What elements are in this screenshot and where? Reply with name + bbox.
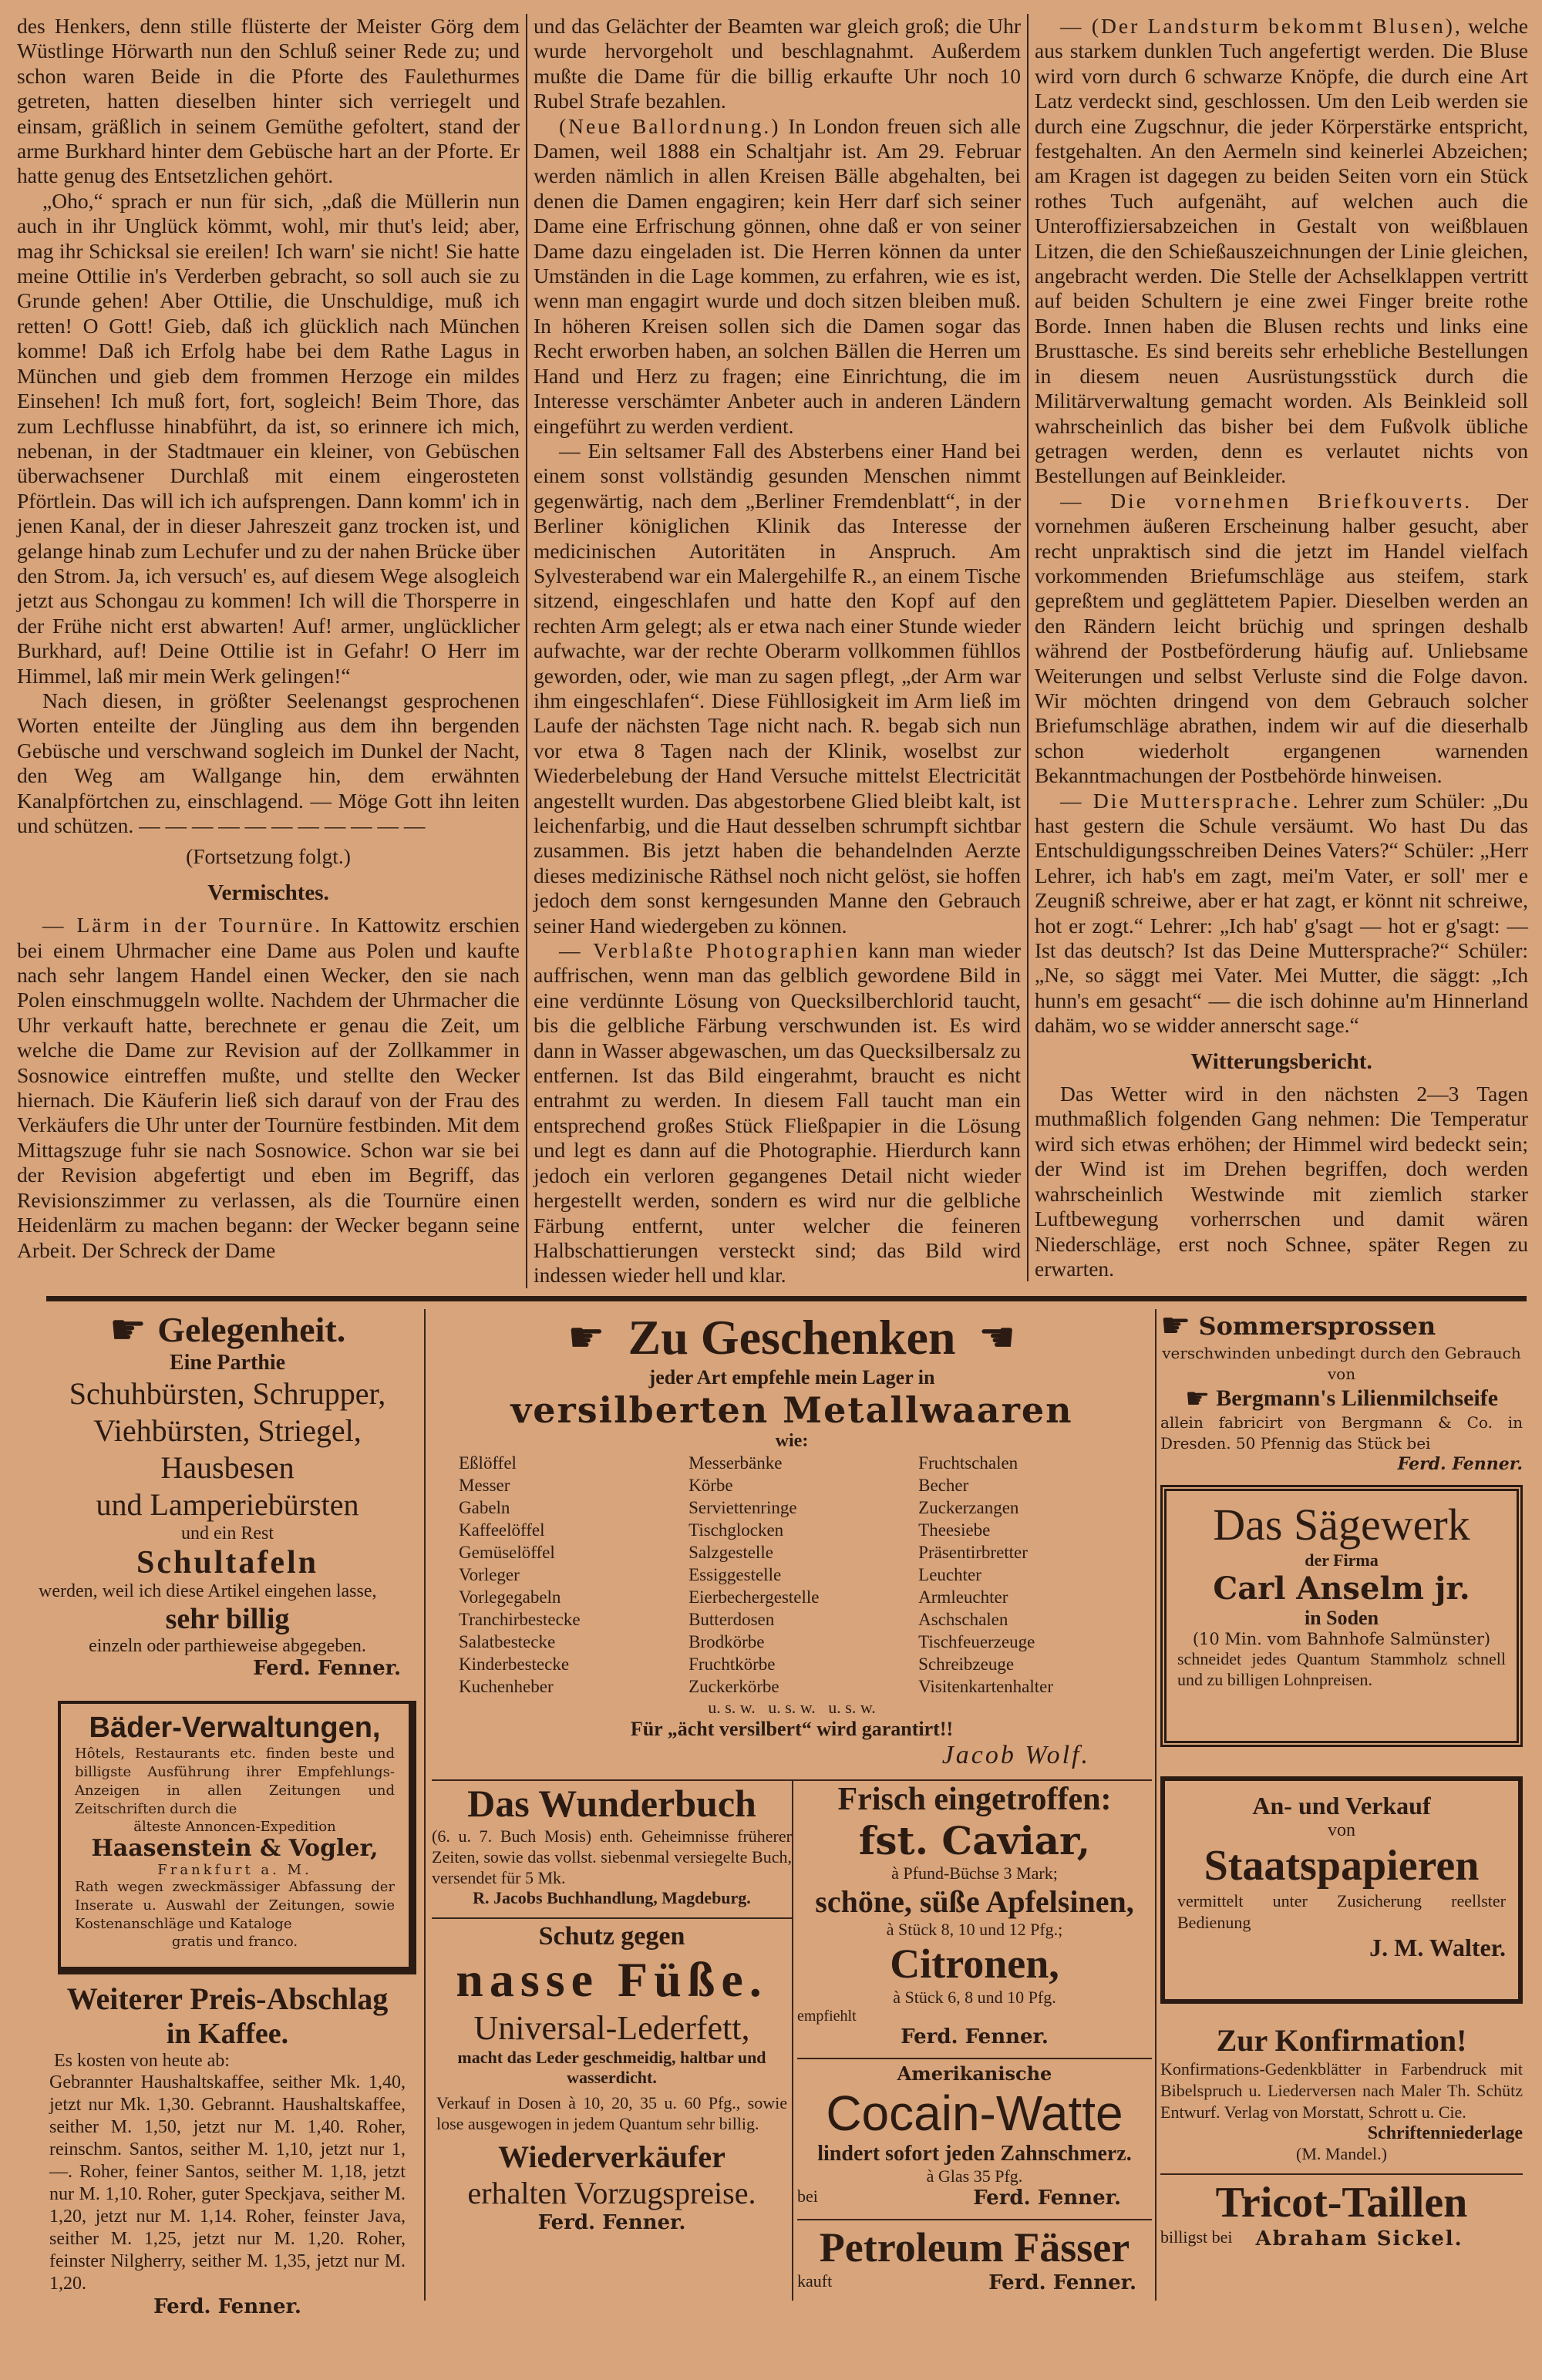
ad-line: Citronen, [890,1940,1059,1987]
product-item: Tischfeuerzeuge [918,1631,1035,1651]
ad-column-right [1156,1306,1523,2257]
ad-staatspapiere [1160,1776,1523,2004]
ad-line: billigst bei [1160,2227,1233,2247]
news-item [534,938,1021,1288]
ad-column-middle [424,1309,1156,2301]
ad-signature: Ferd. Fenner. [988,2271,1136,2294]
pointing-hand-icon: ☛ [109,1306,147,1353]
product-item: Essiggestelle [689,1564,782,1584]
ad-signature: Ferd. Fenner. [153,2294,301,2318]
ad-line: Verkauf in Dosen à 10, 20, 35 u. 60 Pfg., sowie lose ausgewogen in jedem Quantum sehr billig. [436,2092,787,2133]
ad-line: Hausbesen [160,1449,295,1485]
ad-prices: Gebrannter Haushaltskaffee, seither Mk. 1,40, jetzt nur Mk. 1,30. Gebrannt. Haushaltskaffee, seither M. 1,50, jetzt nur M. 1,40. Roher, reinschm. Santos, seither M. 1,10, jetzt nur 1,—. Roher, feiner Santos, seither M. 1,18, jetzt nur M. 1,10. Roher, guter Speckjava, seither M. 1,20, jetzt nur M. 1,14. Roher, feinster Java, seither M. 1,25, jetzt nur M. 1,20. Roher, feinster Nilgherry, seither M. 1,35, jetzt nur M. 1,20. [49,2072,406,2294]
ad-rule [797,2219,1152,2220]
product-item: Brodkörbe [689,1631,765,1651]
news-item-body: und das Gelächter der Beamten war gleich groß; die Uhr wurde hervorgeholt und beschlagnahmt. Außerdem mußte die Dame für die billig erkaufte Uhr noch 10 Rubel Strafe bezahlen. [534,14,1021,113]
ad-title: Petroleum Fässer [819,2223,1130,2271]
ad-line: u. s. w. u. s. w. u. s. w. [708,1697,876,1717]
ad-line: wie: [775,1430,809,1451]
ad-title: Tricot-Taillen [1215,2178,1468,2227]
ad-line: bei [796,2186,818,2206]
ad-title: nasse Füße. [456,1951,768,2007]
product-item: Kuchenheber [459,1676,554,1696]
ad-rule [432,1917,792,1919]
ad-line: Schutz gegen [538,1921,685,1951]
ad-line: sehr billig [165,1602,290,1635]
news-item-body: welche aus starkem dunklen Tuch angefertigt werden. Die Bluse wird vorn durch 6 schwarze Knöpfe, die durch eine Art Latz verdeckt sind, geschlossen. Um den Leib werden sie durch eine Zugschnur, die jeder Körperstärke entspricht, festgehalten. An den Aermeln sind keinerlei Abzeichen; am Kragen ist dagegen zu beiden Seiten vorn ein Stück rothes Tuch aufgenäht, auf welchen auch die Unteroffiziersabzeichen in Gestalt von weißblauen Litzen, die den Schießauszeichnungen der Linie gleichen, angebracht werden. Die Stelle der Achselklappen vertritt auf beiden Schultern je eine zwei Finger breite rothe Borde. Innen haben die Blusen rechts und links eine Brusttasche. Es sind bereits sehr erhebliche Bestellungen in diesem neuen Ausrüstungsstück durch die Militärverwaltung gemacht worden. Als Beinkleid soll wahrscheinlich das bisher bei dem Fußvolk übliche getragen werden, denn es verlautet nichts von Bestellungen auf Beinkleider. [1035,14,1528,488]
product-item: Messer [459,1475,510,1495]
ad-rule [797,2058,1152,2059]
ad-line: Haasenstein & Vogler, [91,1834,379,1862]
ad-line: schneidet jedes Quantum Stammholz schnell und zu billigen Lohnpreisen. [1177,1648,1506,1689]
ad-signature: Ferd. Fenner. [537,2210,686,2234]
news-item-body: kann man wieder auffrischen, wenn man das gelblich gewordene Bild in eine verdünnte Lösung von Quecksilberchlorid taucht, bis die gelbliche Färbung verschwunden ist. Es wird dann in Wasser abgewaschen, um das Quecksilbersalz zu entfernen. Ist das Bild eingerahmt, braucht es nicht entrahmt zu werden. In diesem Fall taucht man ein entsprechend großes Stück Fließpapier in die Lösung und legt es dann auf die Photographie. Hierdurch kann jedoch ein verloren gegangenes Detail nicht wieder hergestellt werden, sondern es wird nur die gelbliche Färbung entfernt, unter welcher die feineren Halbschattierungen versteckt sind; das Bild wird indessen wieder hell und klar. [534,938,1022,1288]
article-column-2 [526,14,1027,1288]
ad-nasse-fuesse [432,1922,792,2234]
ad-title: Zur Konfirmation! [1216,2022,1467,2058]
ad-headline: versilberten Metallwaaren [510,1389,1073,1431]
ad-line: verschwinden unbedingt durch den Gebrauch von [1162,1343,1521,1383]
product-item: Visitenkartenhalter [918,1676,1054,1696]
ad-column-left [39,1306,424,2324]
pointing-hand-icon: ☛ [567,1314,605,1361]
weather-report: Das Wetter wird in den nächsten 2—3 Tagen muthmaßlich folgenden Gang nehmen: Die Temperatur wird sich etwas erhöhen; der Himmel wird bedeckt sein; der Wind ist im Drehen begriffen, doch werden wahrscheinlich Westwinde mit ziemlich starker Luftbewegung vorherrschen und damit wären Niederschläge, erst noch Schnee, später Regen zu erwarten. [1035,1082,1528,1281]
ad-line: gratis und franco. [171,1933,298,1950]
ad-line: Hôtels, Restaurants etc. finden beste und billigste Ausführung ihrer Empfehlungs-Anzeigen in allen Zeitungen und Zeitschriften durch die [75,1745,395,1817]
product-item: Fruchtkörbe [689,1654,776,1674]
product-item: Schreibzeuge [918,1654,1015,1674]
ad-line: Bergmann's Lilienmilchseife [1216,1385,1499,1411]
product-item: Zuckerkörbe [689,1676,779,1696]
ad-signature: Abraham Sickel. [1255,2227,1463,2250]
ad-line: Konfirmations-Gedenkblätter in Farbendruck mit Bibelspruch u. Liederversen nach Maler Th. Schütz Entwurf. Verlag von Morstatt, Schrott u. Cie. [1160,2059,1523,2122]
news-item [534,114,1021,439]
ad-line: von [1328,1820,1355,1840]
news-item [17,913,520,1263]
ad-line: Rath wegen zweckmässiger Abfassung der Inserate u. Auswahl der Zeitungen, sowie Kostenanschläge und Kataloge [75,1878,395,1932]
ad-line: macht das Leder geschmeidig, haltbar und wasserdicht. [457,2047,766,2087]
ad-line: kauft [796,2271,833,2291]
ad-rule [1160,2173,1523,2175]
product-list [432,1452,1152,1698]
ad-sommersprossen [1160,1306,1523,1474]
ad-line: à Glas 35 Pfg. [926,2166,1023,2186]
product-item: Eierbechergestelle [689,1587,820,1607]
ad-line: empfiehlt [796,2007,857,2025]
ad-line: à Stück 6, 8 und 10 Pfg. [893,1987,1056,2007]
story-paragraph: des Henkers, denn stille flüsterte der Meister Görg dem Wüstlinge Hörwarth nun den Schluß seiner Rede zu; und schon waren Beide in die Pforte des Faulethurmes getreten, hatten dieselben hinter sich verriegelt und einsam, gräßlich in seinem Gemüthe gefoltert, stand der arme Burkhard hinter dem Gebüsche hart an der Pforte. Er hatte genug des Entsetzlichen gehört. [17,14,520,188]
product-item: Vorlegegabeln [459,1587,561,1607]
ad-line: Für „ächt versilbert“ wird garantirt!! [630,1717,954,1740]
ad-subrow [432,1779,1152,2301]
ad-line: Amerikanische [897,2062,1052,2085]
ad-tricot [1160,2178,1523,2250]
ad-line: Frankfurt a. M. [157,1861,312,1878]
ad-signature: Jacob Wolf. [941,1740,1090,1769]
product-item: Tranchirbestecke [459,1609,581,1629]
ad-line: älteste Annoncen-Expedition [133,1818,336,1835]
ad-signature: Ferd. Fenner. [901,2025,1049,2048]
ad-line: erhalten Vorzugspreise. [467,2175,756,2210]
section-rule [46,1296,1527,1301]
ad-title: Sommersprossen [1198,1311,1436,1341]
ad-line: Schuhbürsten, Schrupper, [69,1375,386,1411]
ad-caviar [797,1781,1152,2048]
ad-title: Frisch eingetroffen: [837,1781,1112,1817]
ad-line: werden, weil ich diese Artikel eingehen lasse, [39,1580,377,1601]
ad-line: Wiederverkäufer [498,2139,726,2174]
ad-title: Cocain-Watte [826,2085,1123,2141]
article-column-3 [1027,14,1528,1281]
ad-line: (6. u. 7. Buch Mosis) enth. Geheimnisse früherer Zeiten, sowie das vollst. siebenmal versiegelte Buch, versendet für 5 Mk. [432,1826,792,1887]
ad-line: jeder Art empfehle mein Lager in [648,1365,935,1389]
ad-line: (10 Min. vom Bahnhofe Salmünster) [1192,1629,1491,1648]
ad-title: Weiterer Preis-Abschlag [66,1981,389,2016]
product-item: Vorleger [459,1564,520,1584]
product-item: Serviettenringe [689,1497,797,1517]
story-paragraph: „Oho,“ sprach er nun für sich, „daß die Müllerin nun auch in ihr Unglück kömmt, wohl, mir thut's leid; aber, mag ihr Schicksal sie ereilen! Ich warn' sie nicht! Sie hatte meine Ottilie in's Verderben gebracht, so soll auch sie zu Grunde gehen! Aber Ottilie, die Unschuldige, muß ich retten! O Gott! Gieb, daß ich glücklich nach München komme! Daß ich Erfolg habe bei dem Rathe Lagus in München und gieb dem frommen Herzoge ein mildes Einsehen! Ich muß fort, fort, sogleich! Beim Thore, das zum Lechflusse hinabführt, da ist, so erinnere ich mich, nebenan, in der Stadtmauer ein kleiner, von Gebüschen überwachsener Durchlaß mit einem eingerosteten Pförtlein. Das will ich ich aufsprengen. Dann komm' ich in jenen Kanal, der in dieser Jahreszeit ganz trocken ist, und gelange hinab zum Lechufer und zu der nahen Brücke über den Strom. Ja, ich versuch' es, auf diesem Wege alsogleich jetzt aus Schongau zu kommen! Ich will die Thorsperre in der Frühe nicht erst abwarten! Auf! armer, unglücklicher Burkhard, auf! Deine Ottilie ist in Gefahr! O Herr im Himmel, laß mir mein Werk gelingen!“ [17,188,520,688]
news-item-lead: — (Der Landsturm bekommt Blusen), [1060,14,1463,38]
ad-signature: Ferd. Fenner. [973,2186,1121,2210]
section-title-witterung: Witterungsbericht. [1190,1049,1372,1074]
ad-signature: J. M. Walter. [1369,1933,1506,1961]
product-column [918,1452,1125,1698]
ad-title: Gelegenheit. [157,1310,346,1350]
product-column [689,1452,895,1698]
ad-line: und Lamperiebürsten [96,1486,359,1522]
product-item: Tischglocken [689,1520,784,1540]
ad-petroleum [797,2223,1152,2294]
ad-line: in Kaffee. [166,2017,289,2050]
product-item: Aschschalen [918,1609,1008,1629]
ad-gelegenheit [39,1306,416,1695]
product-item: Fruchtschalen [918,1453,1018,1473]
story-paragraph: Nach diesen, in größter Seelenangst gesprochenen Worten enteilte der Jüngling aus dem ihn bergenden Gebüsche und verschwand sogleich im Dunkel der Nacht, den Weg am Wallgange hin, dem erwähnten Kanalpförtchen zu, einschlagend. — Möge Gott ihn leiten und schützen. — — — — — — — — — — — [17,688,520,837]
ad-signature: Ferd. Fenner. [1397,1453,1523,1474]
ad-line: Es kosten von heute ab: [54,2050,230,2071]
news-item-lead: — Lärm in der Tournüre. [42,913,323,938]
product-item: Eßlöffel [459,1453,517,1473]
ad-title: Bäder-Verwaltungen, [89,1711,381,1744]
product-item: Körbe [689,1475,733,1495]
product-item: Messerbänke [689,1453,783,1473]
ad-konfirmation [1160,2022,1523,2164]
ad-line: fst. Caviar, [858,1817,1091,1863]
ad-line: Staatspapieren [1204,1841,1480,1890]
pointing-hand-icon: ☛ [978,1314,1016,1361]
ad-line: à Stück 8, 10 und 12 Pfg.; [886,1919,1063,1939]
product-item: Leuchter [918,1564,981,1584]
ad-line: einzeln oder parthieweise abgegeben. [89,1635,366,1656]
ad-saegewerk [1160,1485,1523,1747]
section-title-vermischtes: Vermischtes. [207,880,329,905]
ad-line: schöne, süße Apfelsinen, [815,1883,1134,1919]
news-item [1035,489,1528,789]
ad-line: und ein Rest [181,1523,274,1543]
ad-line: vermittelt unter Zusicherung reellster Bedienung [1177,1890,1506,1932]
news-item-body: In London freuen sich alle Damen, weil 1888 ein Schaltjahr ist. Am 29. Februar werden nämlich in allen Kreisen Bälle abgehalten, bei denen die Damen engagiren; kein Herr darf sich seiner Dame eine Erfrischung gönnen, ohne daß er von seiner Dame dazu eingeladen ist. Die Herren können da unter Umständen in die Lage kommen, zu erfahren, wie es ist, wenn man engagirt wurde und doch sitzen bleiben muß. In höheren Kreisen sollen sich die Damen sogar das Recht erworben haben, an solchen Bällen die Herren um Hand und Herz zu fragen; eine Einrichtung, die im Interesse verschämter Anbeter auch in anderen Ländern eingeführt zu werden verdient. [534,113,1021,438]
ad-title: Das Wunderbuch [467,1781,756,1825]
ad-line: Schriftenniederlage [1367,2122,1523,2143]
ad-title: Das Sägewerk [1213,1499,1470,1550]
ad-subcolumn [432,1781,792,2301]
ad-geschenke [432,1309,1152,1770]
advertisement-section [0,1306,1542,2324]
news-item-lead: — Verblaßte Photographien [559,938,860,963]
ad-baeder [58,1701,416,1974]
ad-line: Carl Anselm jr. [1213,1570,1470,1607]
news-item-body: Lehrer zum Schüler: „Du hast gestern die Schule versäumt. Wo hast Du das Entschuldigungsschreiben Deines Vaters?“ Schüler: „Herr Lehrer, ich hab's em zagt, mei'm Vater, er soll' mer e Zeugniß schreiwe, aber er hat zagt, er könnt nit schreiwe, hot er zogt.“ Lehrer: „Ich hab' g'sagt — hot er g'sagt: — Ist das deutsch? Ist das Deine Muttersprache?“ Schüler: „Ne, so säggt mei Vater. Mei Mutter, die säggt: „Ich hunn's em gesacht“ — die isch dohinne au'm Hinnerland dahäm, wo se widder annerscht sage.“ [1035,788,1528,1038]
product-item: Butterdosen [689,1609,775,1629]
ad-line: R. Jacobs Buchhandlung, Magdeburg. [473,1887,751,1907]
product-column [459,1452,665,1698]
news-item-lead: (Neue Ballordnung.) [559,113,781,138]
news-item [1035,14,1528,489]
news-item [1035,789,1528,1039]
product-item: Theesiebe [918,1520,991,1540]
ad-kaffee [39,1981,416,2318]
product-item: Zuckerzangen [918,1497,1019,1517]
ad-line: Viehbürsten, Striegel, [93,1412,362,1448]
ad-title: Zu Geschenken [628,1309,956,1365]
ad-signature: Ferd. Fenner. [253,1656,401,1680]
ad-cocain-watte [797,2062,1152,2210]
product-item: Kinderbestecke [459,1654,570,1674]
news-item-body: In Kattowitz erschien bei einem Uhrmacher eine Dame aus Polen und kaufte nach sehr langem Handel einen Wecker, den sie nach Polen einschmuggeln wollte. Nachdem der Uhrmacher die Uhr verkauft hatte, berechnete er genau die Zeit, um welche die Dame zur Revision auf der Zollkammer in Sosnowice eintreffen mußte, und stellte den Wecker hiernach. Die Käuferin ließ sich darauf von der Frau des Verkäufers die Uhr unter der Tournüre festbinden. Mit dem Mittagszuge fuhr sie nach Sosnowice. Schon war sie bei der Revision abgefertigt und eben im Begriff, das Revisionszimmer zu verlassen, als die Tournüre einen Heidenlärm zu machen begann: der Wecker begann seine Arbeit. Der Schreck der Dame [17,913,520,1262]
ad-wunderbuch [432,1781,792,1908]
pointing-hand-icon: ☛ [1160,1306,1191,1345]
pointing-hand-icon: ☛ [1184,1382,1210,1414]
ad-line: der Firma [1305,1550,1379,1570]
product-item: Becher [918,1475,969,1495]
news-item-body: Der vornehmen äußeren Erscheinung halber gesucht, aber recht unpraktisch sind die jetzt im Handel vielfach vorkommenden Briefumschläge aus steifem, stark gepreßtem und geglättetem Papier. Dieselben werden an den Rändern leicht brüchig und springen deshalb während der Postbeförderung häufig auf. Unliebsame Weiterungen und selbst Verluste sind die Folge davon. Wir möchten dringend von dem Gebrauch solcher Briefumschläge abrathen, indem wir auf die dieserhalb schon wiederholt ergangenen warnenden Bekanntmachungen der Postbehörde hinweisen. [1035,488,1528,788]
ad-line: à Pfund-Büchse 3 Mark; [891,1863,1058,1883]
ad-line: Eine Parthie [169,1350,286,1375]
product-item: Salzgestelle [689,1542,773,1562]
product-item: Gabeln [459,1497,510,1517]
news-item: — Ein seltsamer Fall des Absterbens einer Hand bei einem sonst vollständig gesunden Menschen nimmt gegenwärtig, nach dem „Berliner Fremdenblatt“, in der Berliner königlichen Klinik das Interesse der medicinischen Autoritäten in Anspruch. Am Sylvesterabend war ein Malergehilfe R., an einem Tische sitzend, eingeschlafen und hatte den Kopf auf den rechten Arm gelegt; als er etwa nach einer Stunde wieder aufwachte, war der rechte Oberarm vollkommen fühllos geworden, oder, wie man zu sagen pflegt, „der Arm war ihm eingeschlafen“. Diese Fühllosigkeit im Arm ließ im Laufe der nächsten Tage nicht nach. R. begab sich nun vor etwa 8 Tagen nach der Klinik, woselbst zur Wiederbelebung der Hand Versuche mittelst Electricität angestellt wurden. Das abgestorbene Glied bleibt kalt, ist leichenfarbig, und die Haut desselben schrumpft sichtbar zusammen. Bis jetzt haben die behandelnden Aerzte dieses medizinische Räthsel noch nicht gelöst, sie hoffen jedoch dem sonst kerngesunden Manne den Gebrauch seiner Hand wiedergeben zu können. [534,438,1021,938]
product-item: Armleuchter [918,1587,1008,1607]
ad-line: lindert sofort jeden Zahnschmerz. [817,2141,1132,2166]
ad-line: Schultafeln [136,1544,319,1580]
product-item: Präsentirbretter [918,1542,1028,1562]
ad-line: Universal-Lederfett, [473,2008,750,2047]
news-item-lead: — Die Muttersprache. [1060,788,1301,813]
continued-note: (Fortsetzung folgt.) [186,844,351,869]
product-item: Salatbestecke [459,1631,556,1651]
ad-title: An- und Verkauf [1252,1791,1431,1820]
ad-line: allein fabricirt von Bergmann & Co. in Dresden. 50 Pfennig das Stück bei [1160,1412,1523,1453]
product-item: Kaffeelöffel [459,1520,545,1540]
news-item-lead: — Die vornehmen Briefkouverts. [1060,488,1473,513]
ad-line: in Soden [1304,1606,1379,1629]
ad-line: (M. Mandel.) [1296,2143,1387,2163]
article-column-1 [17,14,526,1263]
product-item: Gemüselöffel [459,1542,555,1562]
ad-subcolumn [792,1781,1152,2301]
